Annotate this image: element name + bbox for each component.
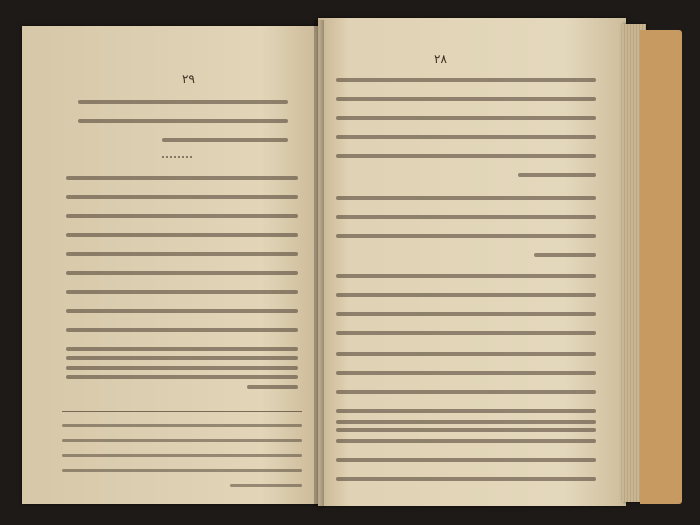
right-paragraph-5 [336, 420, 596, 496]
right-page [318, 18, 626, 506]
left-paragraph-3 [66, 356, 298, 394]
right-paragraph-3 [336, 274, 596, 350]
left-paragraph-1 [78, 100, 288, 157]
book-gutter [314, 20, 324, 506]
left-page [22, 26, 322, 504]
book-cover [640, 30, 682, 504]
footnote-rule [62, 411, 302, 412]
right-page-number: ٢٨ [434, 52, 447, 66]
footnote [62, 424, 302, 499]
section-divider [162, 156, 192, 160]
right-paragraph-2 [336, 196, 596, 272]
left-page-number: ٢٩ [182, 72, 195, 86]
right-paragraph-1 [336, 78, 596, 192]
